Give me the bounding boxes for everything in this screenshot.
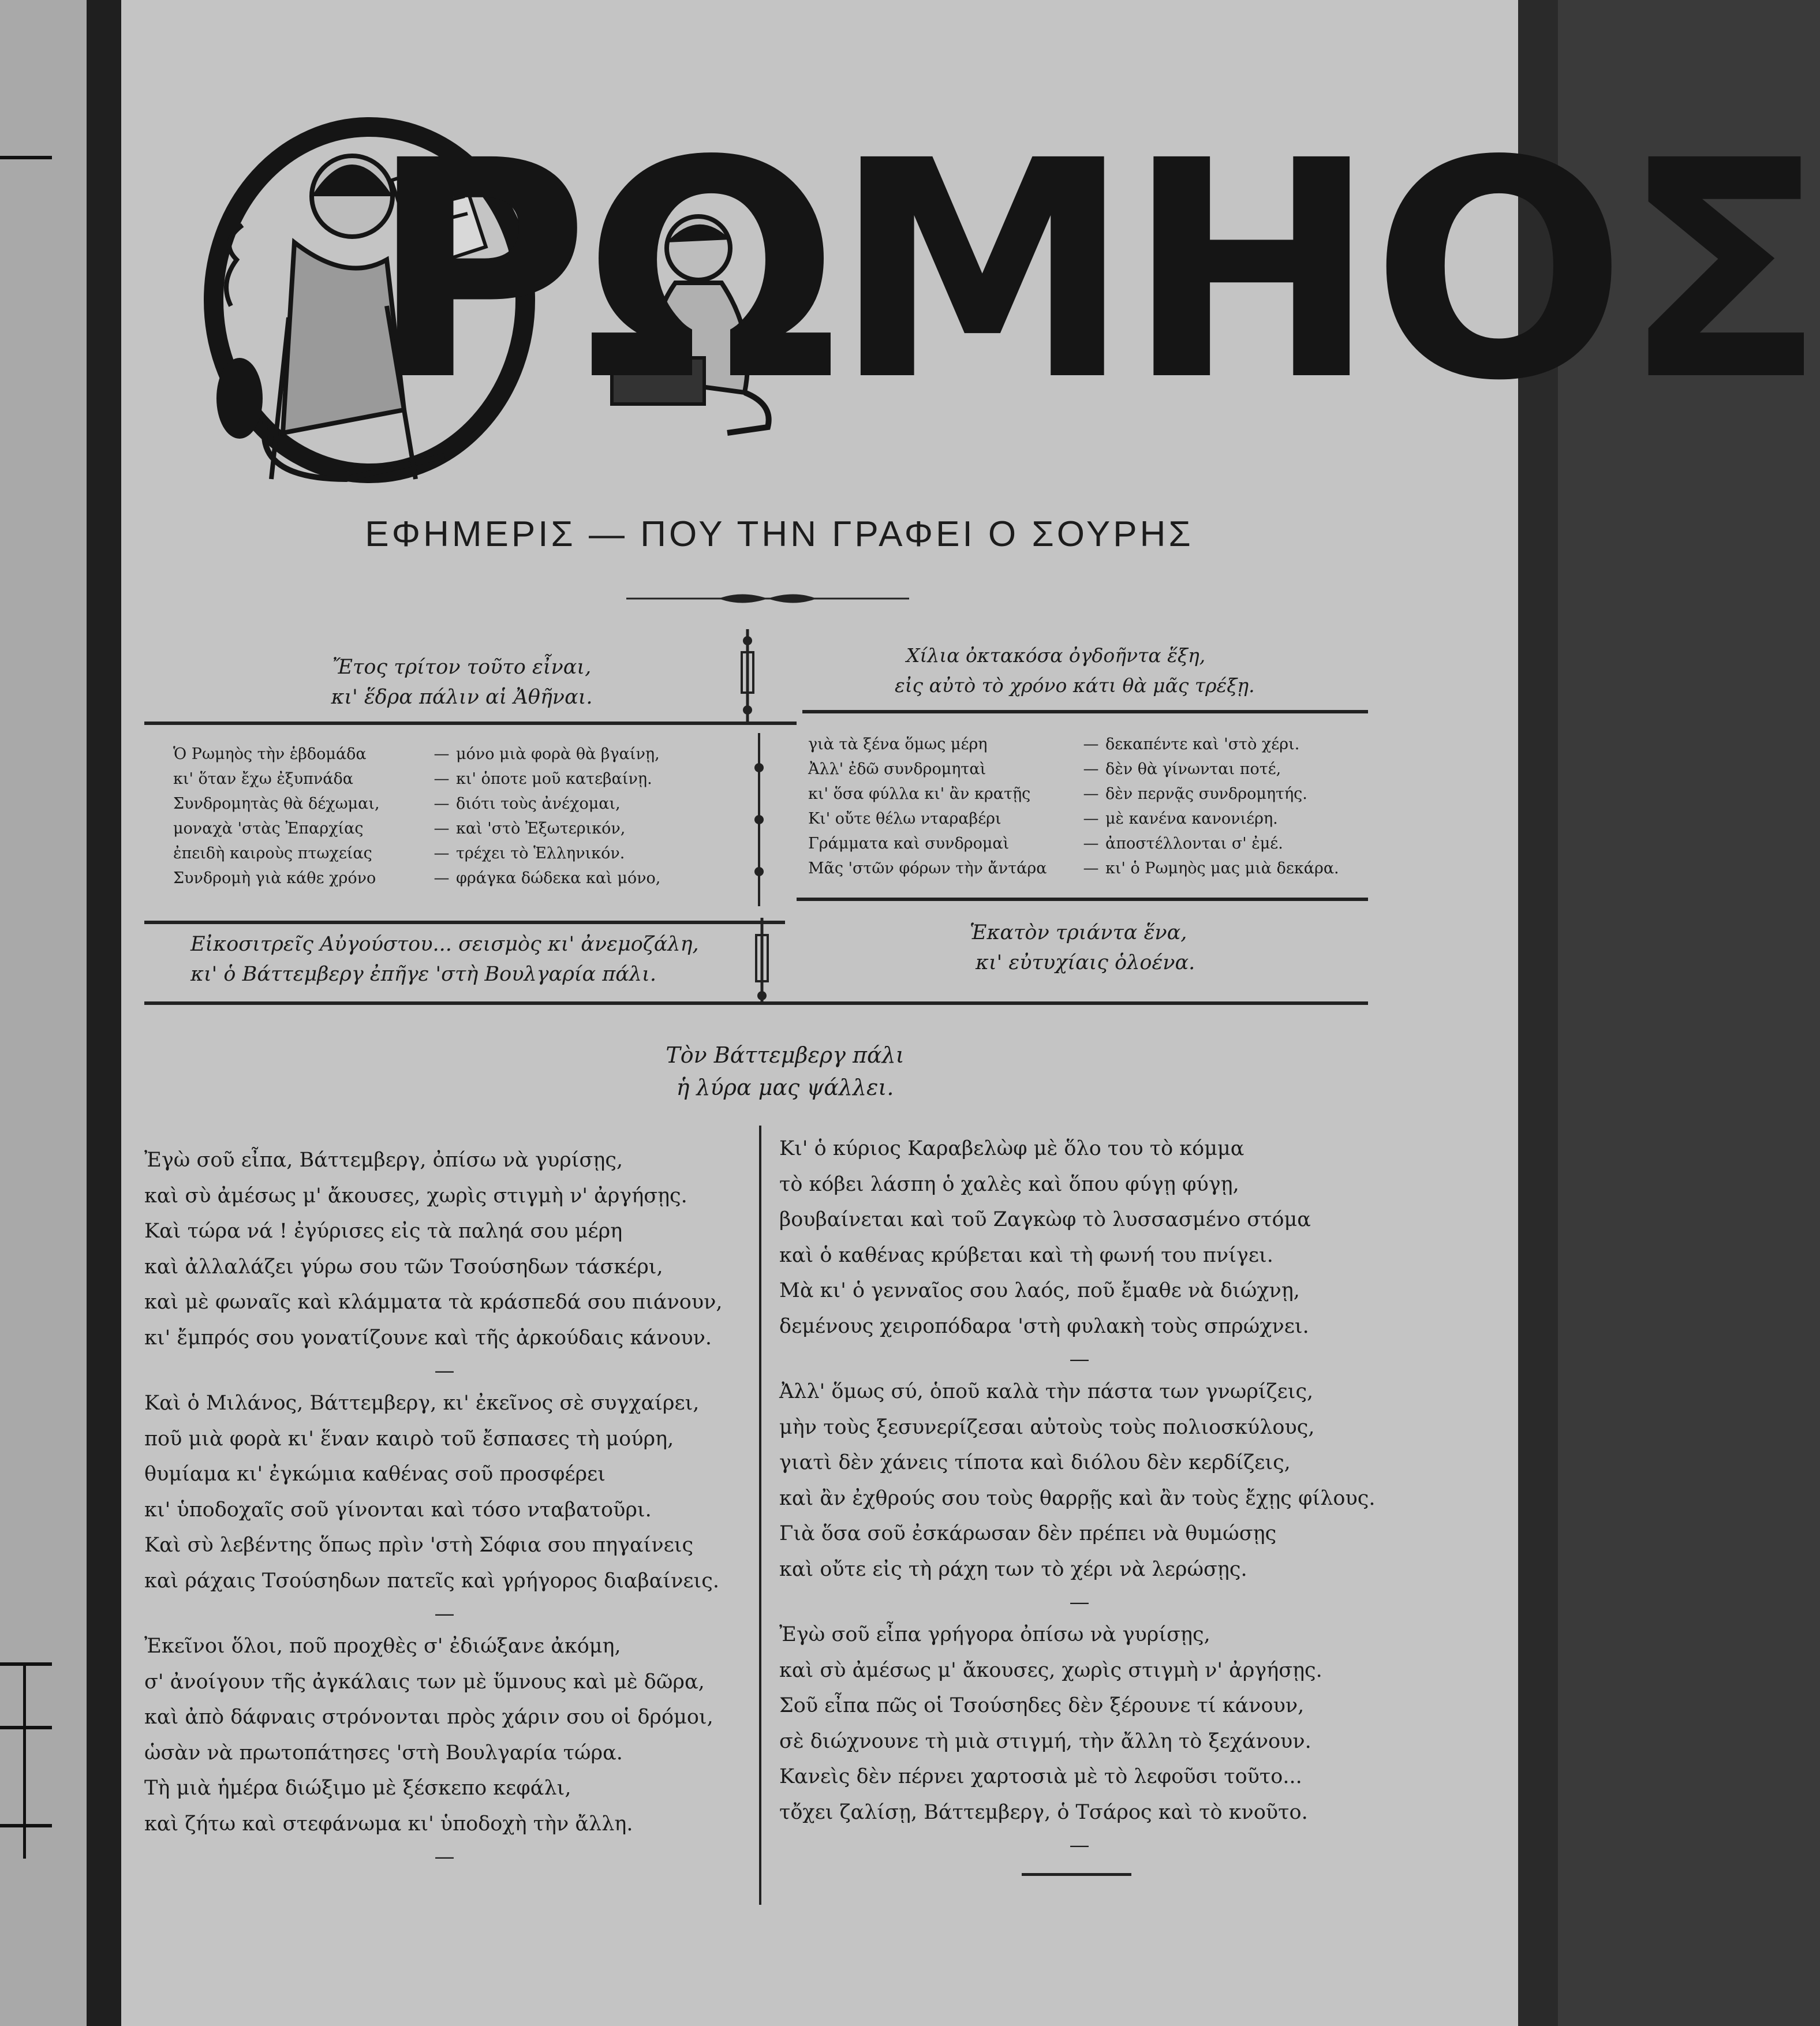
masthead-subtitle: ΕΦΗΜΕΡΙΣ — ΠΟΥ ΤΗΝ ΓΡΑΦΕΙ Ο ΣΟΥΡΗΣ [365,514,1194,554]
facing-page-rule [23,1662,26,1859]
poem-line: Τὴ μιὰ ἡμέρα διώξιμο μὲ ξέσκεπο κεφάλι, [144,1777,571,1800]
terms-dash: — [1083,810,1099,828]
terms-right-text: κι' ὁ Ρωμηὸς μας μιὰ δεκάρα. [1105,859,1339,877]
terms-row [173,841,745,866]
poem-line: σ' ἀνοίγουν τῆς ἀγκάλαις των μὲ ὕμνους καὶ μὲ δῶρα, [144,1670,705,1694]
terms-dash: — [1083,785,1099,803]
terms-row [808,856,1377,881]
terms-right-text: τρέχει τὸ Ἑλληνικόν. [456,844,625,862]
poem-line: Σοῦ εἶπα πῶς οἱ Τσούσηδες δὲν ξέρουνε τί κάνουν, [779,1694,1305,1717]
terms-dash: — [433,770,450,788]
poem-line: καὶ ἂν ἐχθρούς σου τοὺς θαρρῇς καὶ ἂν τοὺς ἔχῃς φίλους. [779,1486,1376,1510]
terms-row [808,732,1377,757]
terms-right-text: κι' ὁποτε μοῦ κατεβαίνῃ. [456,770,652,788]
subscription-terms-right [808,732,1377,881]
header-line: εἰς αὐτὸ τὸ χρόνο κάτι θὰ μᾶς τρέξῃ. [895,674,1255,697]
header-rule [144,722,797,725]
terms-left-text: Ὁ Ρωμηὸς τὴν ἑβδομάδα [173,745,367,763]
terms-left-text: Γράμματα καὶ συνδρομαὶ [808,835,1010,853]
masthead [196,96,1820,485]
poem-line: Ἐκεῖνοι ὅλοι, ποῦ προχθὲς σ' ἐδιώξανε ἀκόμη, [144,1635,621,1658]
terms-right-text: ἀποστέλλονται σ' ἐμέ. [1105,835,1283,853]
poem-line: καὶ ἀλλαλάζει γύρω σου τῶν Τσούσηδων τάσκέρι, [144,1255,663,1279]
facing-page-edge [0,0,87,2026]
masthead-title: ΡΩΜΗΟΣ [369,96,1820,446]
header-line: Χίλια ὀκτακόσα ὀγδοῆντα ἕξη, [906,644,1206,667]
poem-line: καὶ ράχαις Τσούσηδων πατεῖς καὶ γρήγορος διαβαίνεις. [144,1569,719,1593]
poem-line: θυμίαμα κι' ἐγκώμια καθένας σοῦ προσφέρει [144,1463,606,1486]
terms-right-text: καὶ 'στὸ Ἐξωτερικόν, [456,820,626,838]
poem-line: βουβαίνεται καὶ τοῦ Ζαγκὼφ τὸ λυσσασμένο στόμα [779,1208,1311,1231]
poem-line: ποῦ μιὰ φορὰ κι' ἕναν καιρὸ τοῦ ἔσπασες τὴ μούρη, [144,1427,674,1451]
header-line: κι' ὁ Βάττεμβεργ ἐπῆγε 'στὴ Βουλγαρία πάλι. [190,963,656,986]
poem-line: καὶ σὺ ἀμέσως μ' ἄκουσες, χωρὶς στιγμὴ ν' ἀργήσῃς. [144,1184,687,1208]
header-rule [797,898,1368,901]
terms-row [808,831,1377,856]
poem-line: Καὶ σὺ λεβέντης ὅπως πρὶν 'στὴ Σόφια σου πηγαίνεις [144,1534,694,1557]
poem-line: καὶ ζήτω καὶ στεφάνωμα κι' ὑποδοχὴ τὴν ἄλλη. [144,1812,633,1836]
poem-line: γιατὶ δὲν χάνεις τίποτα καὶ διόλου δὲν κερδίζεις, [779,1451,1291,1474]
header-line: Ἑκατὸν τριάντα ἕνα, [970,921,1187,944]
terms-right-text: μόνο μιὰ φορὰ θὰ βγαίνῃ, [456,745,660,763]
poem-line: τὄχει ζαλίσῃ, Βάττεμβεργ, ὁ Τσάρος καὶ τὸ κνοῦτο. [779,1800,1308,1824]
header-issue-note [970,918,1270,978]
header-bottom-rule [144,1001,1368,1005]
stanza-divider: — [434,1602,455,1625]
poem-line: τὸ κόβει λάσπη ὁ χαλὲς καὶ ὅπου φύγῃ φύγῃ, [779,1172,1239,1196]
terms-left-text: Ἀλλ' ἐδῶ συνδρομηταὶ [808,760,986,778]
terms-row [173,866,745,891]
terms-dash: — [1083,760,1099,778]
terms-left-text: μοναχὰ 'στὰς Ἐπαρχίας [173,820,364,838]
terms-row [173,742,745,767]
terms-dash: — [433,844,450,862]
stanza-divider: — [1069,1591,1090,1614]
terms-left-text: κι' ὅταν ἔχω ἐξυπνάδα [173,770,353,788]
poem-line: Γιὰ ὅσα σοῦ ἐσκάρωσαν δὲν πρέπει νὰ θυμώσῃς [779,1522,1277,1545]
terms-row [808,757,1377,782]
poem-line: Καὶ τώρα νά ! ἐγύρισες εἰς τὰ παληά σου μέρη [144,1220,623,1243]
table-ornament [742,733,776,906]
terms-right-text: δὲν θὰ γίνωνται ποτέ, [1105,760,1281,778]
terms-dash: — [433,820,450,838]
poem-line: κι' ἔμπρός σου γονατίζουνε καὶ τῆς ἀρκούδαις κάνουν. [144,1326,712,1350]
terms-left-text: Κι' οὔτε θέλω νταραβέρι [808,810,1001,828]
poem-column-left [144,1143,745,1872]
facing-page-rule [0,1662,52,1666]
terms-dash: — [1083,835,1099,853]
header-line: Εἰκοσιτρεῖς Αὐγούστου... σεισμὸς κι' ἀνεμοζάλη, [190,933,699,956]
terms-left-text: ἐπειδὴ καιροὺς πτωχείας [173,844,372,862]
terms-right-text: διότι τοὺς ἀνέχομαι, [456,795,621,813]
poem-line: κι' ὑποδοχαῖς σοῦ γίνονται καὶ τόσο νταβατοῦρι. [144,1498,652,1522]
poem-line: σὲ διώχνουνε τὴ μιὰ στιγμή, τὴν ἄλλη τὸ ξεχάνουν. [779,1729,1311,1753]
header-year-note [300,652,623,712]
poem-line: Ἐγὼ σοῦ εἶπα, Βάττεμβεργ, ὀπίσω νὰ γυρίσῃς, [144,1149,623,1172]
header-line: κι' εὐτυχίαις ὁλοένα. [976,951,1195,974]
terms-right-text: δὲν περνᾷς συνδρομητής. [1105,785,1307,803]
poem-line: καὶ οὔτε εἰς τὴ ράχη των τὸ χέρι νὰ λερώσῃς. [779,1557,1247,1581]
stanza-divider: — [434,1845,455,1868]
poem-epigraph [577,1039,993,1104]
terms-left-text: κι' ὅσα φύλλα κι' ἂν κρατῇς [808,785,1031,803]
terms-left-text: Συνδρομητὰς θὰ δέχωμαι, [173,795,380,813]
poem-line: Ἀλλ' ὅμως σύ, ὁποῦ καλὰ τὴν πάστα των γνωρίζεις, [779,1380,1314,1403]
terms-left-text: γιὰ τὰ ξένα ὅμως μέρη [808,735,988,753]
stanza-divider: — [1069,1834,1090,1857]
poem-line: καὶ σὺ ἀμέσως μ' ἄκουσες, χωρὶς στιγμὴ ν' ἀργήσῃς. [779,1658,1322,1682]
epigraph-line: ἡ λύρα μας ψάλλει. [676,1075,894,1100]
header-rule [144,921,785,924]
terms-dash: — [433,869,450,887]
terms-row [173,791,745,816]
poem-column-right [779,1131,1380,1860]
poem-line: Καὶ ὁ Μιλάνος, Βάττεμβεργ, κι' ἐκεῖνος σὲ συγχαίρει, [144,1392,700,1415]
terms-dash: — [433,745,450,763]
poem-line: Ἐγὼ σοῦ εἶπα γρήγορα ὀπίσω νὰ γυρίσῃς, [779,1623,1210,1646]
poem-line: μὴν τοὺς ξεσυνερίζεσαι αὐτοὺς τοὺς πολιοσκύλους, [779,1415,1315,1439]
title-ornament [626,590,909,607]
terms-left-text: Μᾶς 'στῶν φόρων τὴν ἄντάρα [808,859,1047,877]
stanza-divider: — [1069,1348,1090,1371]
terms-row [173,816,745,841]
poem-line: δεμένους χειροπόδαρα 'στὴ φυλακὴ τοὺς σπρώχνει. [779,1314,1309,1338]
column-separator [759,1126,761,1905]
terms-dash: — [1083,859,1099,877]
terms-right-text: μὲ κανένα κανονιέρη. [1105,810,1278,828]
header-line: Ἔτος τρίτον τοῦτο εἶναι, [332,656,592,679]
terms-dash: — [1083,735,1099,753]
facing-page-rule [0,156,52,159]
epigraph-line: Τὸν Βάττεμβεργ πάλι [666,1042,905,1068]
poem-line: Κι' ὁ κύριος Καραβελὼφ μὲ ὅλο του τὸ κόμμα [779,1137,1245,1160]
poem-line: Μὰ κι' ὁ γενναῖος σου λαός, ποῦ ἔμαθε νὰ διώχνῃ, [779,1279,1300,1302]
poem-line: Κανεὶς δὲν πέρνει χαρτοσιὰ μὲ τὸ λεφοῦσι τοῦτο... [779,1765,1302,1788]
header-rule [802,710,1368,713]
terms-right-text: δεκαπέντε καὶ 'στὸ χέρι. [1105,735,1300,753]
terms-row [173,767,745,791]
facing-page-rule [0,1824,52,1827]
end-rule [1022,1873,1131,1876]
stanza-divider: — [434,1359,455,1382]
poem-line: ὡσὰν νὰ πρωτοπάτησες 'στὴ Βουλγαρία τώρα. [144,1741,623,1765]
poem-line: καὶ ἀπὸ δάφναις στρόνονται πρὸς χάριν σου οἱ δρόμοι, [144,1706,713,1729]
terms-right-text: φράγκα δώδεκα καὶ μόνο, [456,869,661,887]
column-ornament [745,918,779,1004]
facing-page-rule [0,1726,52,1729]
poem-line: καὶ μὲ φωναῖς καὶ κλάμματα τὰ κράσπεδά σου πιάνουν, [144,1291,723,1314]
terms-row [808,782,1377,806]
terms-left-text: Συνδρομὴ γιὰ κάθε χρόνο [173,869,376,887]
header-news-note [190,929,745,989]
terms-row [808,806,1377,831]
subscription-terms-left [173,742,745,891]
book-gutter [87,0,121,2026]
column-ornament [730,629,765,722]
terms-dash: — [433,795,450,813]
header-line: κι' ἕδρα πάλιν αἱ Ἀθῆναι. [331,686,593,709]
poem-line: καὶ ὁ καθένας κρύβεται καὶ τὴ φωνή του πνίγει. [779,1243,1273,1267]
header-date-note [895,641,1299,701]
